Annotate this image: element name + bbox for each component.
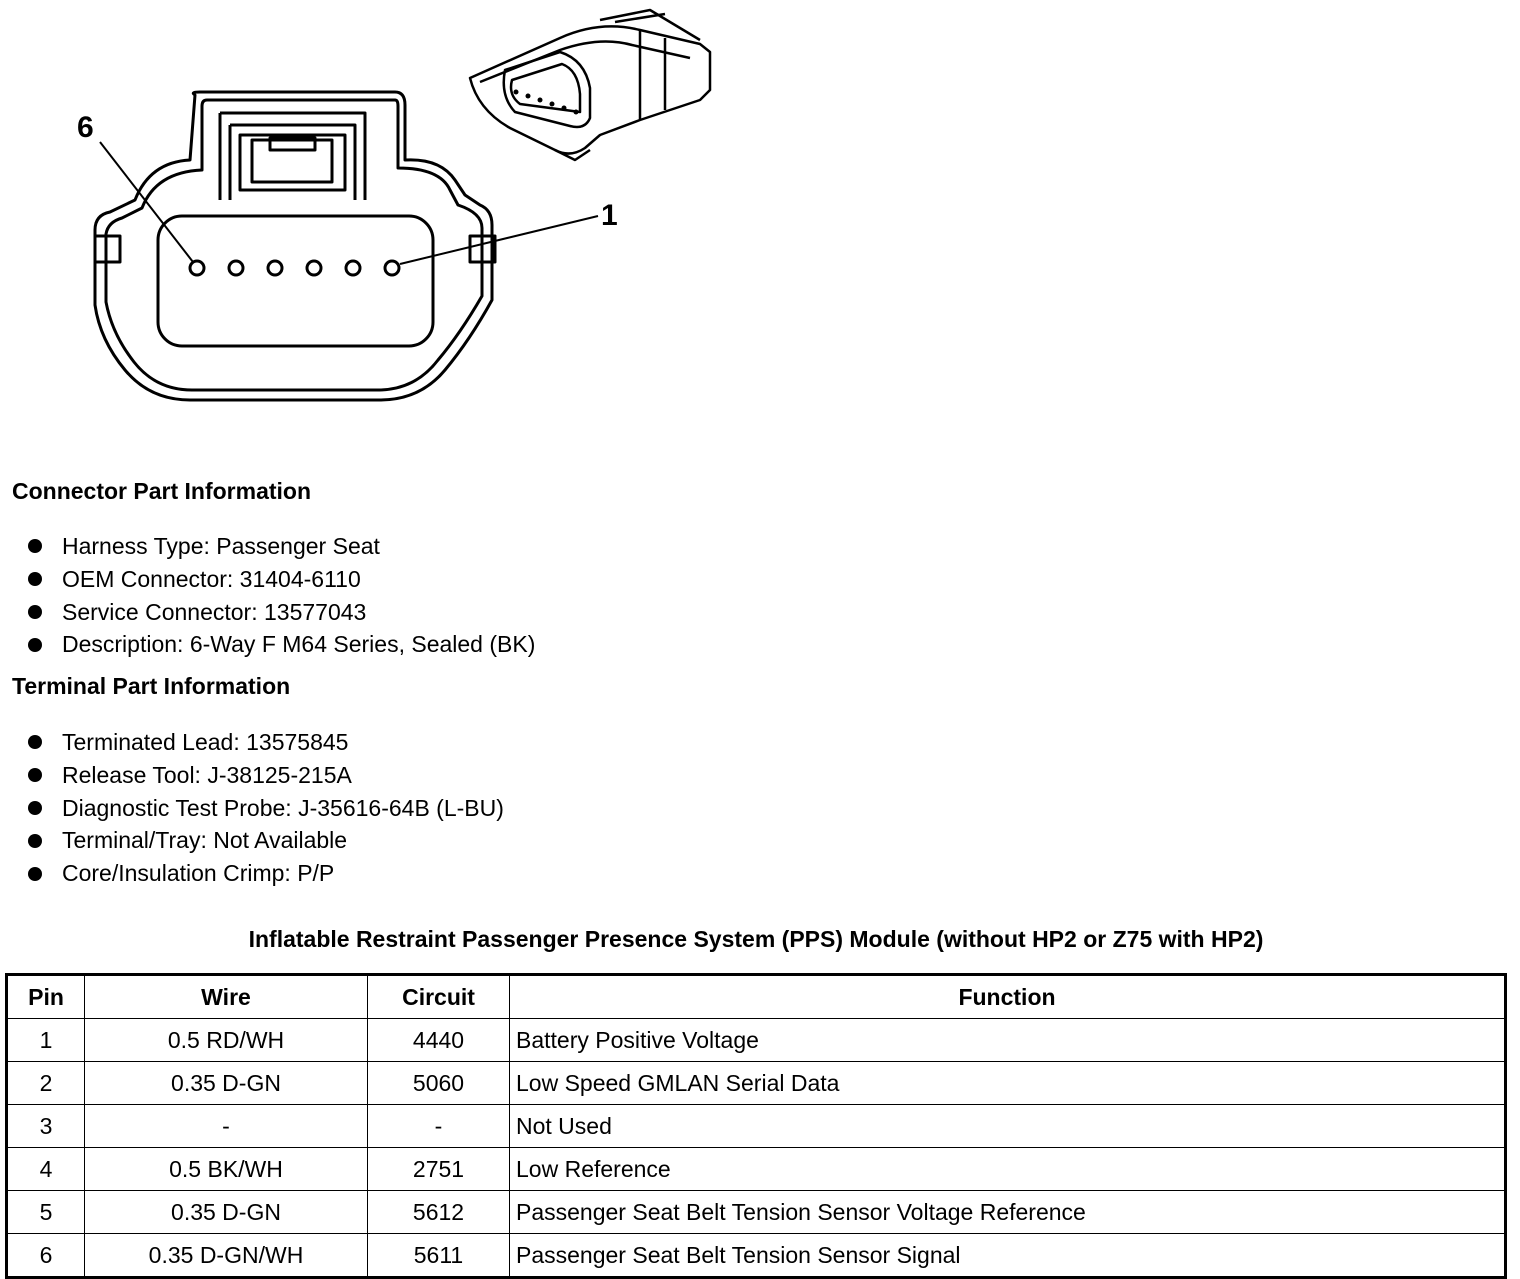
- pin-2: [346, 261, 360, 275]
- cell-function: Not Used: [510, 1105, 1506, 1148]
- cell-pin: 6: [7, 1234, 85, 1278]
- bullet-icon: [28, 801, 42, 815]
- cell-function: Passenger Seat Belt Tension Sensor Signal: [510, 1234, 1506, 1278]
- list-item: Harness Type: Passenger Seat: [28, 530, 535, 563]
- table-row: [7, 1148, 1506, 1191]
- cell-circuit: 5611: [368, 1234, 510, 1278]
- list-item: Description: 6-Way F M64 Series, Sealed (BK): [28, 628, 535, 661]
- pin-label-6: 6: [77, 111, 94, 144]
- cell-circuit: 5060: [368, 1062, 510, 1105]
- cell-wire: 0.35 D-GN: [85, 1191, 368, 1234]
- table-row: [7, 1105, 1506, 1148]
- leader-line-1: [400, 216, 598, 264]
- bullet-icon: [28, 834, 42, 848]
- header-function: Function: [510, 975, 1506, 1019]
- table-title: Inflatable Restraint Passenger Presence System (PPS) Module (without HP2 or Z75 with HP2): [248, 926, 1264, 952]
- cell-circuit: 2751: [368, 1148, 510, 1191]
- terminal-part-info-list: [28, 726, 504, 890]
- cell-wire: 0.5 RD/WH: [85, 1019, 368, 1062]
- list-item: Release Tool: J-38125-215A: [28, 759, 504, 792]
- cell-pin: 2: [7, 1062, 85, 1105]
- pin-1: [385, 261, 399, 275]
- pin-cavity: [158, 216, 433, 346]
- cell-wire: 0.35 D-GN/WH: [85, 1234, 368, 1278]
- pin-label-1: 1: [601, 199, 618, 232]
- list-item: Terminal/Tray: Not Available: [28, 824, 504, 857]
- connector-part-info-title: Connector Part Information: [12, 478, 312, 504]
- connector-thumbnail: [470, 10, 710, 160]
- bullet-icon: [28, 605, 42, 619]
- cell-wire: 0.5 BK/WH: [85, 1148, 368, 1191]
- pin-6: [190, 261, 204, 275]
- list-item: Service Connector: 13577043: [28, 596, 535, 629]
- cell-circuit: 5612: [368, 1191, 510, 1234]
- table-row: [7, 1234, 1506, 1278]
- cell-pin: 5: [7, 1191, 85, 1234]
- table-row: [7, 1191, 1506, 1234]
- cell-circuit: -: [368, 1105, 510, 1148]
- list-item: Diagnostic Test Probe: J-35616-64B (L-BU): [28, 792, 504, 825]
- table-header-row: [7, 975, 1506, 1019]
- cell-function: Passenger Seat Belt Tension Sensor Voltage Reference: [510, 1191, 1506, 1234]
- bullet-icon: [28, 867, 42, 881]
- cell-pin: 1: [7, 1019, 85, 1062]
- bullet-icon: [28, 572, 42, 586]
- bullet-icon: [28, 735, 42, 749]
- cell-function: Low Reference: [510, 1148, 1506, 1191]
- list-item: Core/Insulation Crimp: P/P: [28, 857, 504, 890]
- pin-4: [268, 261, 282, 275]
- bullet-icon: [28, 768, 42, 782]
- pin-5: [229, 261, 243, 275]
- cell-function: Low Speed GMLAN Serial Data: [510, 1062, 1506, 1105]
- cell-pin: 4: [7, 1148, 85, 1191]
- cell-wire: -: [85, 1105, 368, 1148]
- bullet-icon: [28, 638, 42, 652]
- connector-diagram: [0, 0, 760, 440]
- terminal-part-info-title: Terminal Part Information: [12, 673, 291, 699]
- pin-3: [307, 261, 321, 275]
- table-row: [7, 1019, 1506, 1062]
- cell-wire: 0.35 D-GN: [85, 1062, 368, 1105]
- cell-circuit: 4440: [368, 1019, 510, 1062]
- header-pin: Pin: [7, 975, 85, 1019]
- cell-pin: 3: [7, 1105, 85, 1148]
- header-circuit: Circuit: [368, 975, 510, 1019]
- pinout-table: [5, 973, 1507, 1279]
- cell-function: Battery Positive Voltage: [510, 1019, 1506, 1062]
- table-row: [7, 1062, 1506, 1105]
- header-wire: Wire: [85, 975, 368, 1019]
- bullet-icon: [28, 539, 42, 553]
- list-item: Terminated Lead: 13575845: [28, 726, 504, 759]
- list-item: OEM Connector: 31404-6110: [28, 563, 535, 596]
- connector-part-info-list: [28, 530, 535, 661]
